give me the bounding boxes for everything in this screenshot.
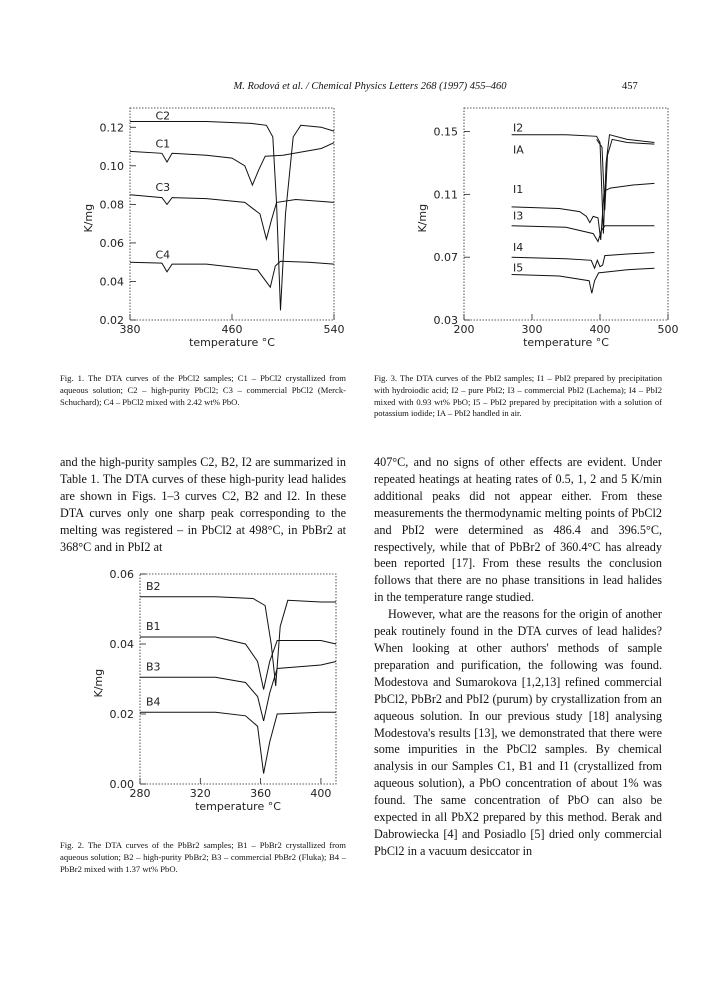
figure-1-caption: Fig. 1. The DTA curves of the PbCl2 samples; C1 – PbCl2 crystallized from aqueous solution; C2 – high-purity PbCl2; C3 – commercial PbCl2 (Merck-Schuchard); C4 – PbCl2 mixed with 2.42 wt% PbO. bbox=[60, 373, 346, 407]
x-tick-label: 380 bbox=[119, 323, 141, 336]
x-tick-label: 280 bbox=[129, 787, 151, 800]
curve-label-c1: C1 bbox=[155, 137, 171, 151]
x-tick-label: 200 bbox=[453, 323, 475, 336]
y-tick-label: 0.12 bbox=[99, 121, 124, 135]
curve-c4 bbox=[130, 261, 334, 287]
curve-label-c4: C4 bbox=[155, 248, 171, 262]
curve-label-c2: C2 bbox=[155, 109, 171, 123]
running-header: M. Rodová et al. / Chemical Physics Letters 268 (1997) 455–460 bbox=[233, 81, 507, 92]
plot-frame bbox=[140, 574, 336, 784]
body-paragraph-right-2: However, what are the reasons for the origin of another peak routinely found in the DTA curves of lead halides? When looking at other authors' methods of sample preparation and purification, the following was found. Modestova and Sumarokova [1,2,13] refined commercial PbCl2, PbBr2 and PbI2 (purum) by crystallization from an aqueous solution. In our previous study [18] analysing Modestova's results [13], we demonstrated that there were some impurities in the PbCl2 samples. By chemical analysis in our Samples C1, B1 and I1 (crystallized from aqueous solution), a PbO concentration of about 1% was found. The same concentration of PbO can also be expected in all PbX2 prepared by this method. Berak and Dabrowiecka [4] and Posiadlo [5] dried only commercial PbCl2 in a vacuum desiccator in bbox=[374, 607, 662, 858]
x-axis-label: temperature °C bbox=[189, 336, 275, 349]
curve-b2 bbox=[140, 597, 336, 686]
y-tick-label: 0.00 bbox=[109, 778, 134, 791]
x-tick-label: 400 bbox=[310, 787, 332, 800]
curve-label-b1: B1 bbox=[146, 620, 161, 633]
curve-label-i4: I4 bbox=[512, 240, 524, 254]
body-paragraph-right-1: 407°C, and no signs of other effects are evident. Under repeated heatings at heating rates of 0.5, 1, 2 and 5 K/min additional peaks did not appear either. From these measurements the thermodynamic melting points of PbCl2 and PbI2 were determined as 486.4 and 396.5°C, respectively, while that of PbBr2 of 360.4°C has already been reported [17]. From these results the conclusion follows that there are no phase transitions in lead halides in the temperature range studied. bbox=[374, 455, 662, 605]
curve-c3 bbox=[130, 195, 334, 239]
x-tick-label: 360 bbox=[250, 787, 272, 800]
y-tick-label: 0.07 bbox=[433, 251, 458, 265]
y-axis-label: K/mg bbox=[92, 668, 105, 698]
y-tick-label: 0.03 bbox=[433, 314, 458, 327]
x-axis-label: temperature °C bbox=[523, 336, 609, 349]
curve-b4 bbox=[140, 712, 336, 773]
y-tick-label: 0.06 bbox=[109, 568, 134, 581]
x-axis-label: temperature °C bbox=[195, 800, 281, 813]
y-tick-label: 0.11 bbox=[433, 188, 458, 202]
curve-label-i2: I2 bbox=[512, 121, 524, 135]
figure-3-chart bbox=[394, 96, 684, 366]
figure-2-caption: Fig. 2. The DTA curves of the PbBr2 samples; B1 – PbBr2 crystallized from aqueous solution; B2 – high-purity PbBr2; B3 – commercial PbBr2 (Fluka); B4 – PbBr2 mixed with 1.37 wt% PbO. bbox=[60, 840, 346, 874]
curve-label-c3: C3 bbox=[155, 180, 171, 194]
figure-3-caption: Fig. 3. The DTA curves of the PbI2 samples; I1 – PbI2 prepared by precipitation with hydroiodic acid; I2 – pure PbI2; I3 – commercial PbI2 (Lachema); I4 – PbI2 mixed with 0.93 wt% PbO; I5 – PbI2 prepared by precipitation with a solution of potassium iodide; IA – PbI2 handled in air. bbox=[374, 373, 662, 419]
curve-label-i5: I5 bbox=[512, 261, 524, 275]
x-tick-label: 400 bbox=[589, 323, 611, 336]
y-tick-label: 0.02 bbox=[109, 708, 134, 721]
x-tick-label: 300 bbox=[521, 323, 543, 336]
curve-label-i1: I1 bbox=[512, 182, 524, 196]
body-paragraph-left bbox=[60, 454, 346, 555]
figure-1-chart bbox=[58, 96, 348, 366]
y-tick-label: 0.04 bbox=[99, 275, 124, 289]
curve-label-ia: IA bbox=[512, 143, 524, 157]
y-axis-label: K/mg bbox=[416, 203, 429, 233]
plot-frame bbox=[464, 108, 668, 320]
curve-label-b3: B3 bbox=[146, 660, 161, 674]
y-tick-label: 0.15 bbox=[433, 125, 458, 139]
curve-label-i3: I3 bbox=[512, 209, 524, 223]
y-tick-label: 0.10 bbox=[99, 159, 124, 173]
x-tick-label: 540 bbox=[323, 323, 345, 336]
curve-i4 bbox=[512, 253, 655, 269]
curve-i5 bbox=[512, 268, 655, 293]
curve-i3 bbox=[512, 226, 655, 242]
figure-2-chart bbox=[58, 562, 348, 832]
body-text-left: and the high-purity samples C2, B2, I2 are summarized in Table 1. The DTA curves of these high-purity lead halides are shown in Figs. 1–3 curves C2, B2 and I2. In these DTA curves only one sharp peak corresponding to the melting was registered – in PbCl2 at 498°C, in PbBr2 at 368°C and in PbI2 at bbox=[60, 455, 346, 554]
curve-label-b2: B2 bbox=[146, 579, 161, 593]
y-axis-label: K/mg bbox=[82, 203, 95, 233]
x-tick-label: 320 bbox=[189, 787, 211, 800]
curve-label-b4: B4 bbox=[146, 695, 161, 709]
body-column-right bbox=[374, 454, 662, 924]
y-tick-label: 0.08 bbox=[99, 198, 124, 212]
x-tick-label: 460 bbox=[221, 323, 243, 336]
curve-i2 bbox=[512, 135, 655, 234]
y-tick-label: 0.02 bbox=[99, 314, 124, 327]
y-tick-label: 0.06 bbox=[99, 236, 124, 250]
x-tick-label: 500 bbox=[657, 323, 679, 336]
y-tick-label: 0.04 bbox=[109, 638, 134, 651]
page-number: 457 bbox=[622, 81, 638, 92]
